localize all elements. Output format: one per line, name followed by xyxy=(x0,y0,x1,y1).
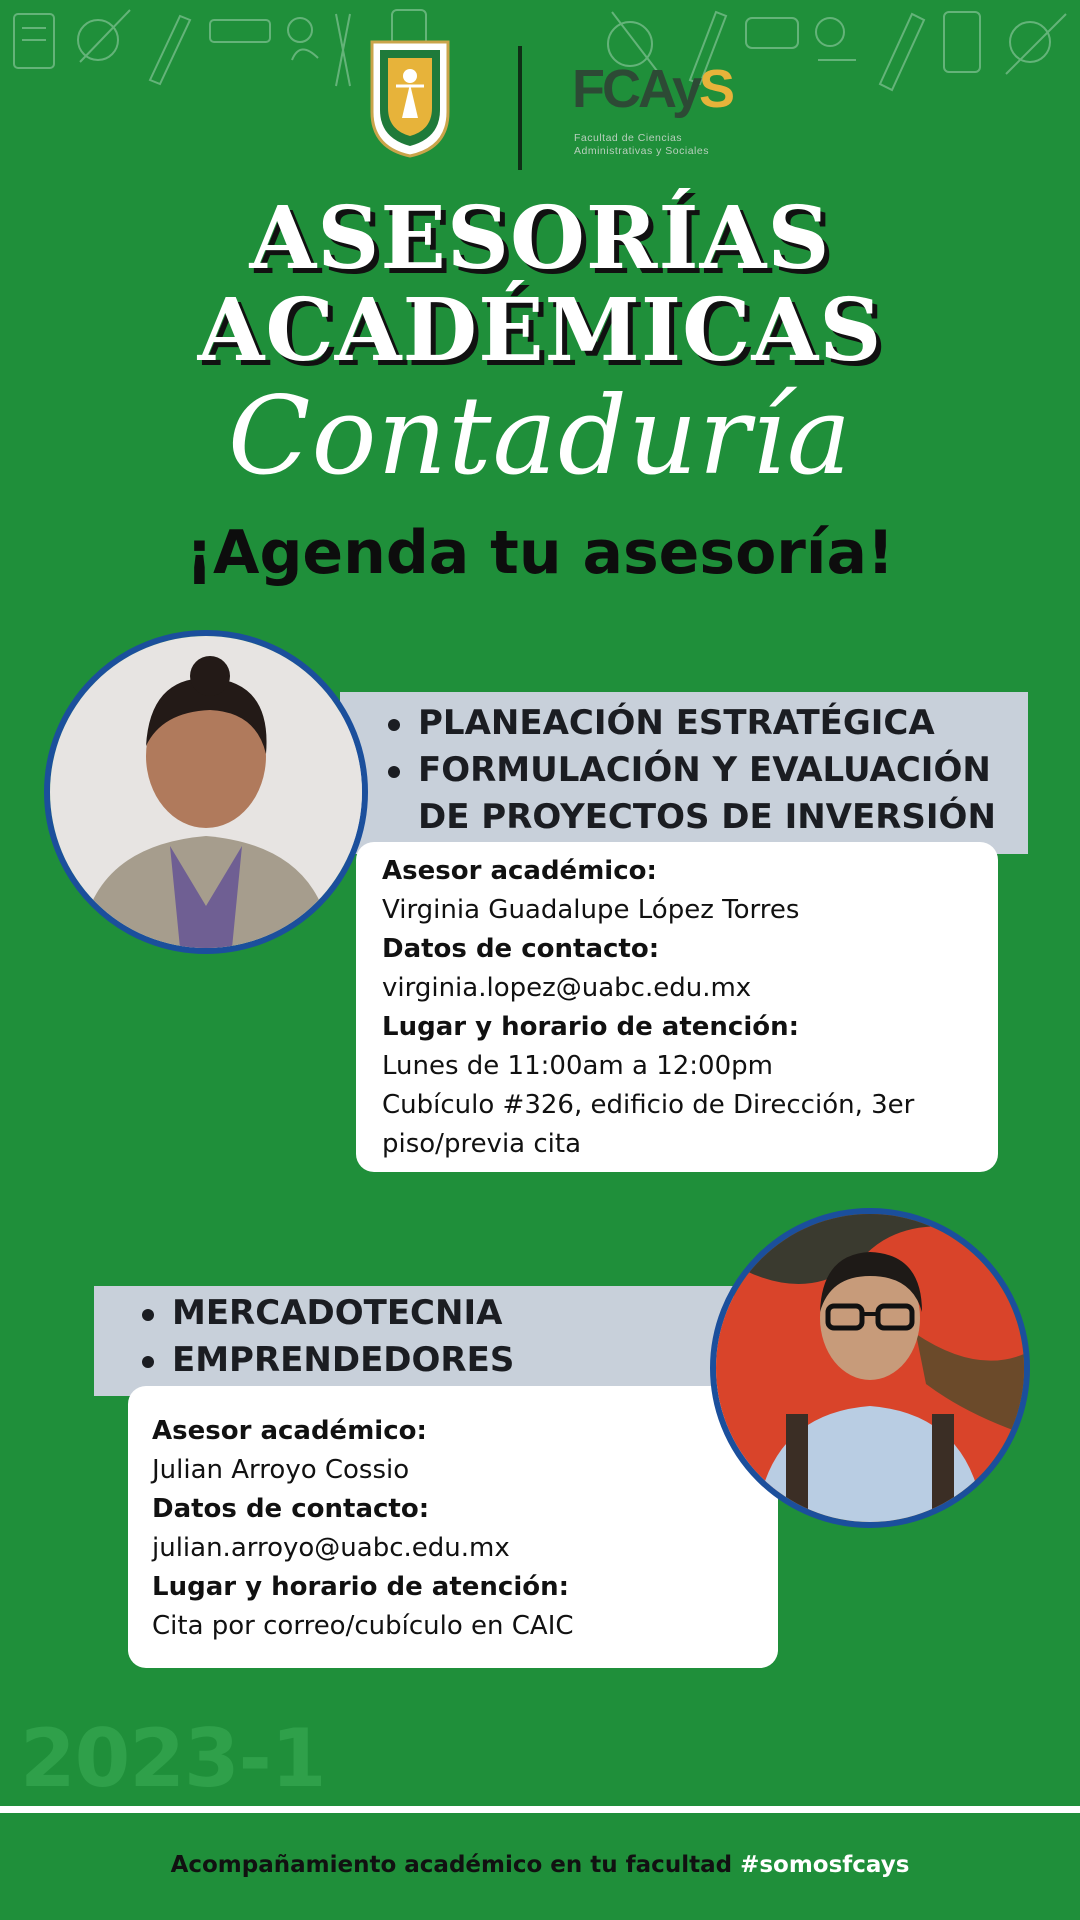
university-seal-logo xyxy=(366,36,454,160)
advisor-card-2 xyxy=(128,1386,778,1668)
fcays-tagline: Facultad de Ciencias Administrativas y Sociales xyxy=(574,132,709,157)
advisor-photo-2 xyxy=(710,1208,1030,1528)
advisor-email[interactable]: julian.arroyo@uabc.edu.mx xyxy=(152,1533,510,1563)
footer-text: Acompañamiento académico en tu facultad #somosfcays xyxy=(170,1852,910,1878)
schedule-label: Lugar y horario de atención: xyxy=(152,1572,570,1602)
topic-item: MERCADOTECNIA xyxy=(136,1290,734,1337)
header xyxy=(0,0,1080,180)
topics-list-2 xyxy=(94,1286,734,1384)
advisor-name: Julian Arroyo Cossio xyxy=(152,1455,410,1485)
contact-label: Datos de contacto: xyxy=(152,1494,430,1524)
advisor-name: Virginia Guadalupe López Torres xyxy=(382,895,800,925)
page-title-line-1: ASESORÍAS xyxy=(249,188,831,289)
advisor-email[interactable]: virginia.lopez@uabc.edu.mx xyxy=(382,973,752,1003)
footer-divider xyxy=(0,1806,1080,1813)
page-subtitle: Contaduría xyxy=(227,374,853,499)
call-to-action: ¡Agenda tu asesoría! xyxy=(185,518,895,588)
advisor-label: Asesor académico: xyxy=(382,856,657,886)
semester-watermark: 2023-1 xyxy=(20,1712,326,1805)
fcays-logo: FCAyS xyxy=(572,59,733,119)
topics-box-1 xyxy=(340,692,1028,854)
topic-item: FORMULACIÓN Y EVALUACIÓN DE PROYECTOS DE INVERSIÓN xyxy=(382,747,1028,841)
topic-item: EMPRENDEDORES xyxy=(136,1337,734,1384)
contact-label: Datos de contacto: xyxy=(382,934,660,964)
schedule-text: Cita por correo/cubículo en CAIC xyxy=(152,1611,574,1641)
avatar xyxy=(50,636,362,948)
topic-item: PLANEACIÓN ESTRATÉGICA xyxy=(382,700,1028,747)
header-divider xyxy=(518,46,522,170)
advisor-label: Asesor académico: xyxy=(152,1416,427,1446)
hashtag[interactable]: #somosfcays xyxy=(740,1852,910,1878)
topics-box-2 xyxy=(94,1286,734,1396)
page-title-line-2: ACADÉMICAS xyxy=(197,280,883,381)
avatar xyxy=(716,1214,1024,1522)
advisor-card-1 xyxy=(356,842,998,1172)
advisor-photo-1 xyxy=(44,630,368,954)
schedule-text: Lunes de 11:00am a 12:00pm xyxy=(382,1051,773,1081)
schedule-label: Lugar y horario de atención: xyxy=(382,1012,800,1042)
topics-list-1 xyxy=(340,692,1028,841)
location-text: Cubículo #326, edificio de Dirección, 3er piso/previa cita xyxy=(382,1090,915,1159)
